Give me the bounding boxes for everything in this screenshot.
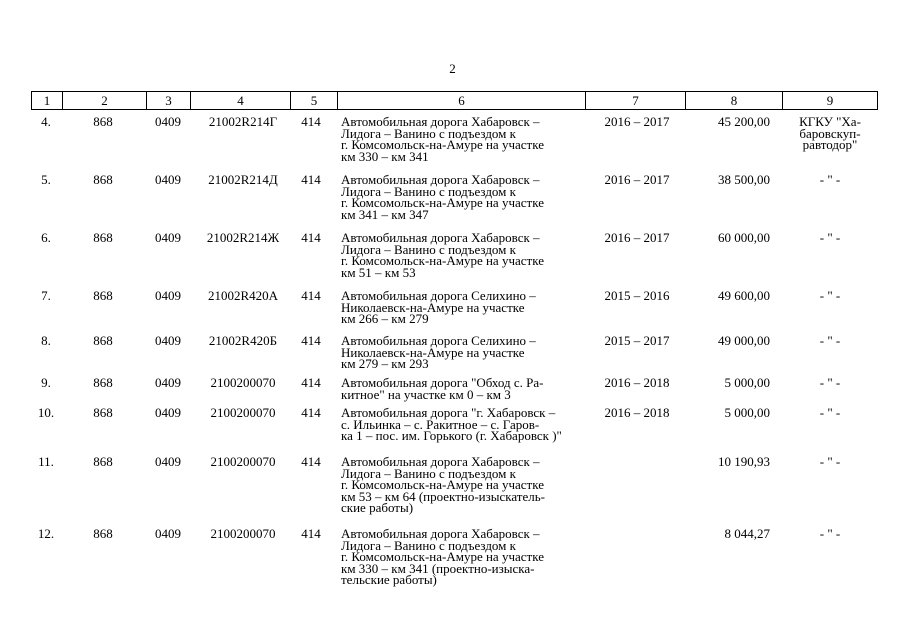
amount: 60 000,00 [718,230,770,245]
amount: 49 600,00 [718,288,770,303]
code-col-3: 0409 [155,454,181,469]
road-description: Автомобильная дорога Селихино – Николаевск-на-Амуре на участке км 279 – км 293 [341,333,536,371]
organization: - " - [819,375,841,390]
road-description: Автомобильная дорога Селихино – Николаевск-на-Амуре на участке км 266 – км 279 [341,288,536,326]
organization: КГКУ "Ха- баровскуп- равтодор" [799,114,861,152]
code-col-4: 21002R420Б [208,333,278,348]
amount: 45 200,00 [718,114,770,129]
row-number: 12. [37,526,55,541]
row-number: 7. [41,288,51,303]
row-number: 8. [41,333,51,348]
code-col-2: 868 [93,333,113,348]
code-col-5: 414 [301,172,321,187]
header-col-5: 5 [291,92,338,110]
code-col-5: 414 [301,375,321,390]
header-col-4: 4 [191,92,291,110]
header-col-3: 3 [147,92,191,110]
table-row [31,456,877,528]
code-col-3: 0409 [155,172,181,187]
code-col-4: 2100200070 [210,526,276,541]
amount: 5 000,00 [724,375,770,390]
period: 2015 – 2016 [604,288,670,303]
road-description: Автомобильная дорога "г. Хабаровск – с. Ильинка – с. Ракитное – с. Гаров- ка 1 – пос. им. Горького (г. Хабаровск )" [341,405,562,443]
organization: - " - [819,454,841,469]
organization: - " - [819,333,841,348]
road-description: Автомобильная дорога "Обход с. Ра- китное" на участке км 0 – км 3 [341,375,544,402]
code-col-3: 0409 [155,405,181,420]
period: 2016 – 2017 [604,114,670,129]
organization: - " - [819,172,841,187]
code-col-4: 21002R214Г [208,114,278,129]
period: 2016 – 2017 [604,172,670,187]
header-col-8: 8 [686,92,783,110]
table-row [31,335,877,377]
road-description: Автомобильная дорога Хабаровск – Лидога – Ванино с подъездом к г. Комсомольск-на-Амуре на участке км 53 – км 64 (проектно-изыскатель- ские работы) [341,454,546,515]
organization: - " - [819,405,841,420]
code-col-5: 414 [301,526,321,541]
header-col-9: 9 [783,92,878,110]
period: 2015 – 2017 [604,333,670,348]
code-col-2: 868 [93,172,113,187]
code-col-5: 414 [301,333,321,348]
organization: - " - [819,230,841,245]
organization: - " - [819,288,841,303]
period: 2016 – 2018 [604,375,670,390]
code-col-2: 868 [93,375,113,390]
code-col-4: 21002R214Д [208,172,278,187]
code-col-4: 2100200070 [210,375,276,390]
road-description: Автомобильная дорога Хабаровск – Лидога – Ванино с подъездом к г. Комсомольск-на-Амуре на участке км 341 – км 347 [341,172,544,222]
code-col-3: 0409 [155,526,181,541]
amount: 5 000,00 [724,405,770,420]
code-col-3: 0409 [155,114,181,129]
code-col-5: 414 [301,230,321,245]
code-col-2: 868 [93,114,113,129]
amount: 38 500,00 [718,172,770,187]
code-col-3: 0409 [155,375,181,390]
code-col-2: 868 [93,526,113,541]
road-description: Автомобильная дорога Хабаровск – Лидога – Ванино с подъездом к г. Комсомольск-на-Амуре на участке км 51 – км 53 [341,230,544,280]
code-col-5: 414 [301,405,321,420]
organization: - " - [819,526,841,541]
code-col-3: 0409 [155,333,181,348]
code-col-4: 2100200070 [210,454,276,469]
code-col-5: 414 [301,288,321,303]
row-number: 6. [41,230,51,245]
code-col-4: 2100200070 [210,405,276,420]
road-description: Автомобильная дорога Хабаровск – Лидога – Ванино с подъездом к г. Комсомольск-на-Амуре на участке км 330 – км 341 (проектно-изыска- тельские работы) [341,526,544,587]
code-col-2: 868 [93,405,113,420]
row-number: 5. [41,172,51,187]
row-number: 9. [41,375,51,390]
table-row [31,528,877,598]
column-number-header [31,91,878,110]
code-col-2: 868 [93,288,113,303]
table-row [31,290,877,335]
road-description: Автомобильная дорога Хабаровск – Лидога – Ванино с подъездом к г. Комсомольск-на-Амуре на участке км 330 – км 341 [341,114,544,164]
row-number: 4. [41,114,51,129]
code-col-2: 868 [93,454,113,469]
table-body [31,116,877,598]
code-col-2: 868 [93,230,113,245]
row-number: 11. [38,454,54,469]
period: 2016 – 2017 [604,230,670,245]
table-row [31,377,877,407]
table-row [31,174,877,232]
code-col-3: 0409 [155,230,181,245]
header-col-2: 2 [63,92,147,110]
table-row [31,116,877,174]
code-col-5: 414 [301,114,321,129]
table-row [31,232,877,290]
code-col-5: 414 [301,454,321,469]
period: 2016 – 2018 [604,405,670,420]
header-col-6: 6 [338,92,586,110]
header-col-7: 7 [586,92,686,110]
header-col-1: 1 [32,92,63,110]
amount: 8 044,27 [724,526,770,541]
code-col-4: 21002R214Ж [206,230,280,245]
row-number: 10. [37,405,55,420]
amount: 49 000,00 [718,333,770,348]
page-number: 2 [449,61,456,76]
code-col-3: 0409 [155,288,181,303]
table-row [31,407,877,456]
amount: 10 190,93 [718,454,770,469]
code-col-4: 21002R420А [207,288,279,303]
